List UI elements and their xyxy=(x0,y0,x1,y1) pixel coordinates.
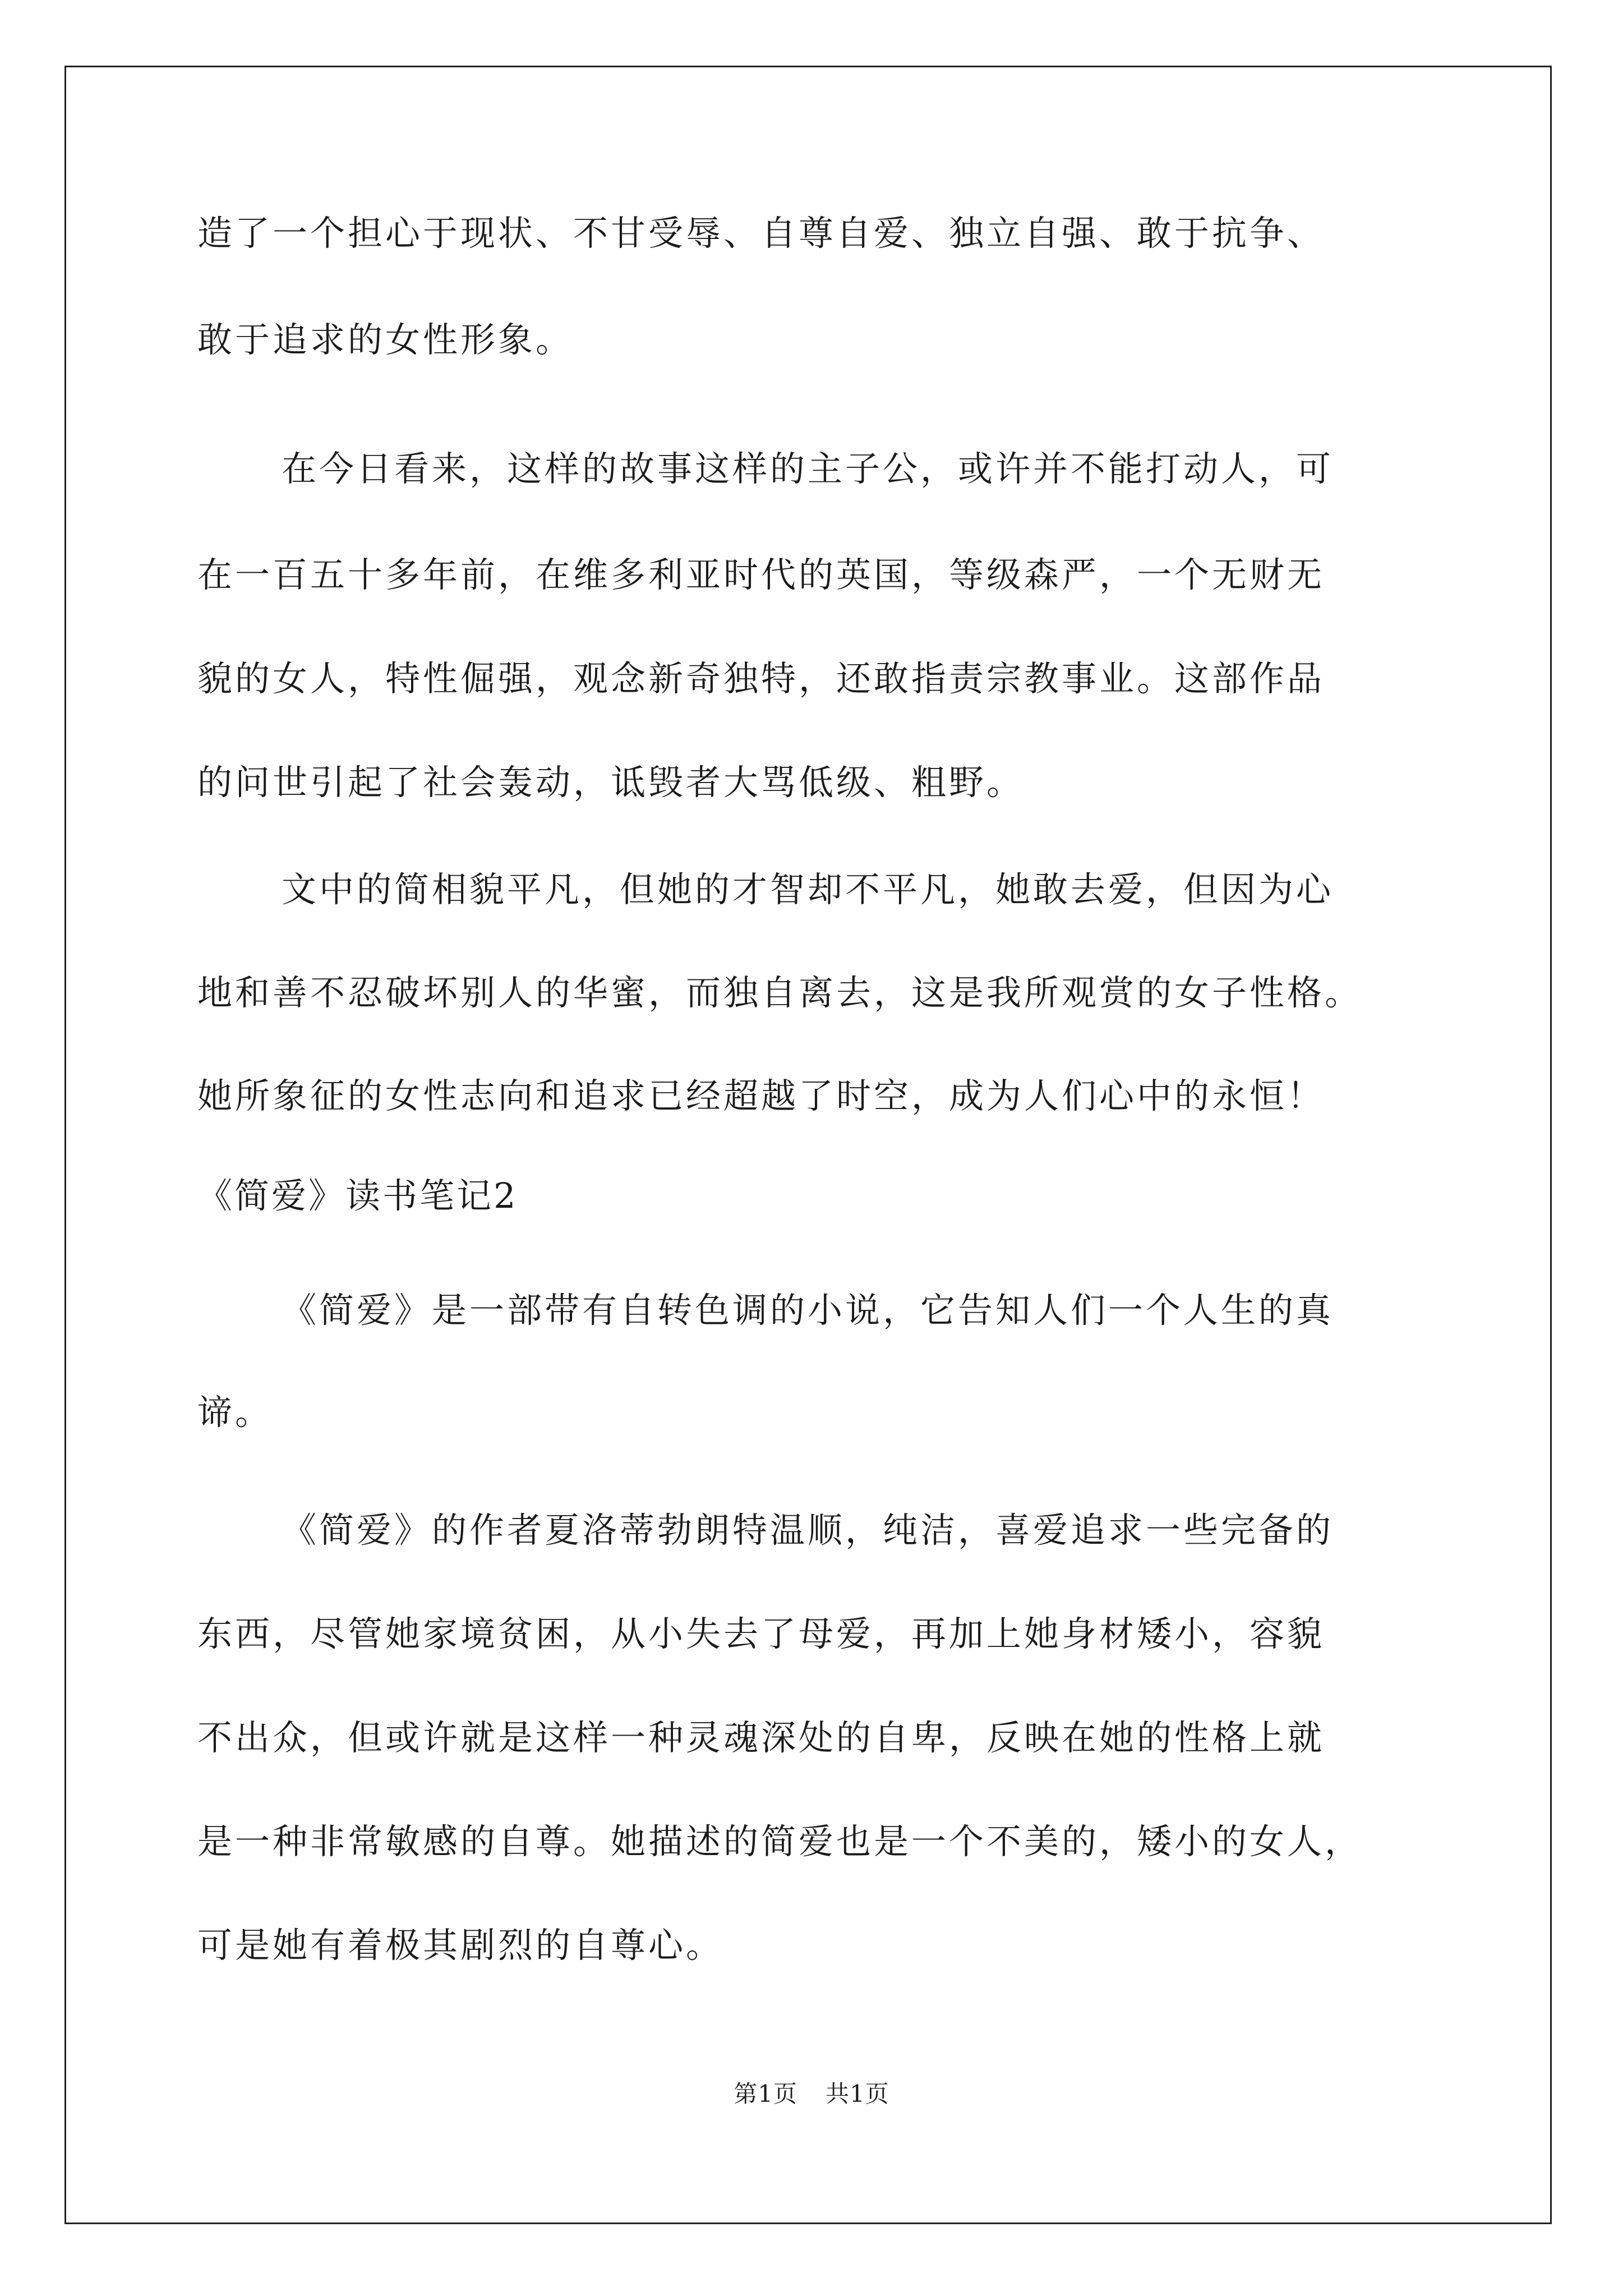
text-line: 的问世引起了社会轰动，诋毁者大骂低级、粗野。 xyxy=(197,762,1025,803)
text-line: 地和善不忍破坏别人的华蜜，而独自离去，这是我所观赏的女子性格。 xyxy=(197,972,1363,1013)
text-line: 谛。 xyxy=(197,1392,273,1433)
page-footer xyxy=(0,2078,1623,2110)
text-line: 在一百五十多年前，在维多利亚时代的英国，等级森严，一个无财无 xyxy=(197,554,1325,595)
page-frame xyxy=(64,66,1552,2224)
section-heading: 《简爱》读书笔记2 xyxy=(197,1175,518,1216)
text-line: 敢于追求的女性形象。 xyxy=(197,319,574,360)
text-line: 东西，尽管她家境贫困，从小失去了母爱，再加上她身材矮小，容貌 xyxy=(197,1613,1325,1654)
text-line: 造了一个担心于现状、不甘受辱、自尊自爱、独立自强、敢于抗争、 xyxy=(197,213,1325,254)
text-line: 是一种非常敏感的自尊。她描述的简爱也是一个不美的，矮小的女人， xyxy=(197,1821,1363,1862)
text-line: 可是她有着极其剧烈的自尊心。 xyxy=(197,1925,724,1966)
text-line: 貌的女人，特性倔强，观念新奇独特，还敢指责宗教事业。这部作品 xyxy=(197,658,1325,699)
paragraph-first-line: 《简爱》的作者夏洛蒂勃朗特温顺，纯洁，喜爱追求一些完备的 xyxy=(282,1510,1334,1550)
paragraph-first-line: 在今日看来，这样的故事这样的主子公，或许并不能打动人，可 xyxy=(282,448,1334,489)
paragraph-first-line: 《简爱》是一部带有自转色调的小说，它告知人们一个人生的真 xyxy=(282,1290,1334,1331)
page-count: 共1页 xyxy=(826,2080,889,2108)
text-line: 不出众，但或许就是这样一种灵魂深处的自卑，反映在她的性格上就 xyxy=(197,1717,1325,1758)
paragraph-first-line: 文中的简相貌平凡，但她的才智却不平凡，她敢去爱，但因为心 xyxy=(282,869,1334,910)
text-line: 她所象征的女性志向和追求已经超越了时空，成为人们心中的永恒！ xyxy=(197,1075,1325,1116)
page-number: 第1页 xyxy=(734,2080,797,2108)
